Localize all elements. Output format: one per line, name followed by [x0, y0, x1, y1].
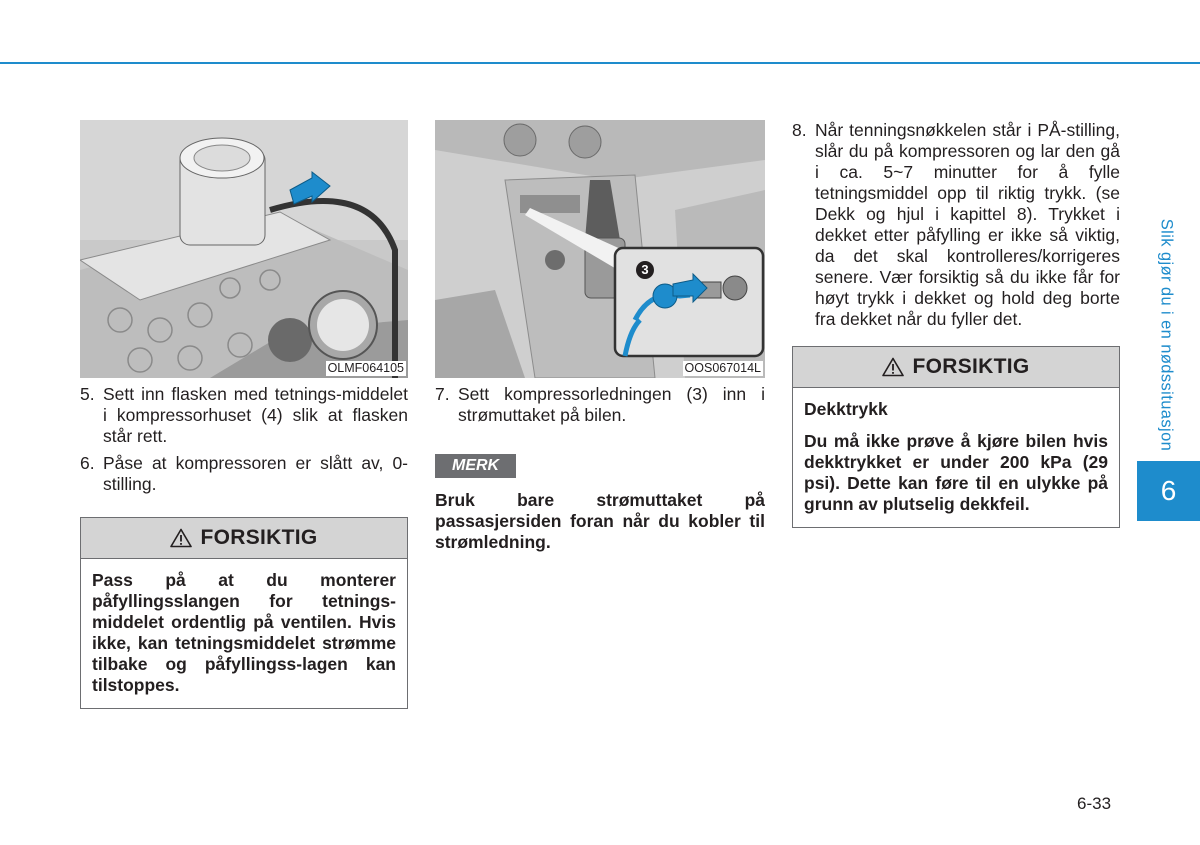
- list-item: [435, 384, 765, 426]
- warning-triangle-icon: [882, 357, 904, 377]
- caution-box: [80, 517, 408, 709]
- step-text: Påse at kompressoren er slått av, 0-stilling.: [103, 453, 408, 494]
- caution-title: FORSIKTIG: [912, 355, 1030, 378]
- chapter-number-box: [1137, 461, 1200, 521]
- note-label: MERK: [435, 454, 516, 478]
- step-text: Når tenningsnøkkelen står i PÅ-stilling, slår du på kompressoren og lar den gå i ca. 5~7 minutter for å fylle tetningsmiddel opp til riktig trykk. (se Dekk og hjul i kapittel 8). Trykket i dekket etter påfylling er ikke så viktig, da det skal kontrolleres/korrigeres senere. Vær forsiktig så du ikke får for høyt trykk i dekket og hold deg borte fra dekket når du fyller det.: [815, 120, 1120, 329]
- chapter-number: 6: [1160, 475, 1177, 506]
- warning-triangle-icon: [170, 528, 192, 548]
- chapter-side-tab: [1146, 205, 1186, 465]
- caution-header: [81, 518, 407, 559]
- compressor-illustration: [80, 120, 408, 378]
- right-column: [792, 120, 1120, 528]
- callout-number: 3: [641, 262, 649, 277]
- caution-body: Du må ikke prøve å kjøre bilen hvis dekktrykket er under 200 kPa (29 psi). Dette kan føre til en ulykke på grunn av plutselig dekkfeil.: [804, 431, 1108, 514]
- figure-code: OLMF064105: [327, 361, 404, 375]
- steps-list: [792, 120, 1120, 330]
- power-outlet-illustration: [435, 120, 765, 378]
- caution-title: FORSIKTIG: [200, 526, 318, 549]
- steps-list: [80, 384, 408, 495]
- caution-header: [793, 347, 1119, 388]
- note-text: Bruk bare strømuttaket på passasjersiden foran når du kobler til strømledning.: [435, 490, 765, 552]
- step-number: 7.: [435, 384, 450, 404]
- list-item: [80, 453, 408, 495]
- left-column: [80, 120, 408, 709]
- caution-subtitle: Dekktrykk: [804, 399, 888, 419]
- list-item: [792, 120, 1120, 330]
- step-number: 6.: [80, 453, 95, 473]
- compressor-figure: [80, 120, 408, 378]
- caution-body: Pass på at du monterer påfyllingsslangen for tetnings-middelet ordentlig på ventilen. Hvis ikke, kan tetningsmiddelet strømme tilbake og påfyllingss-lagen kan tilstoppes.: [92, 570, 396, 695]
- step-number: 8.: [792, 120, 807, 140]
- page-number: 6-33: [1077, 794, 1112, 813]
- step-text: Sett inn flasken med tetnings-middelet i kompressorhuset (4) slik at flasken står rett.: [103, 384, 408, 446]
- header-rule: [0, 62, 1200, 64]
- caution-box: [792, 346, 1120, 528]
- steps-list: [435, 384, 765, 426]
- list-item: [80, 384, 408, 447]
- power-outlet-figure: [435, 120, 765, 378]
- step-number: 5.: [80, 384, 95, 404]
- figure-code: OOS067014L: [684, 361, 761, 375]
- caution-body-wrapper: [793, 388, 1119, 527]
- middle-column: [435, 120, 765, 553]
- step-text: Sett kompressorledningen (3) inn i strømuttaket på bilen.: [458, 384, 765, 425]
- chapter-title: Slik gjør du i en nødssituasjon: [1157, 218, 1176, 452]
